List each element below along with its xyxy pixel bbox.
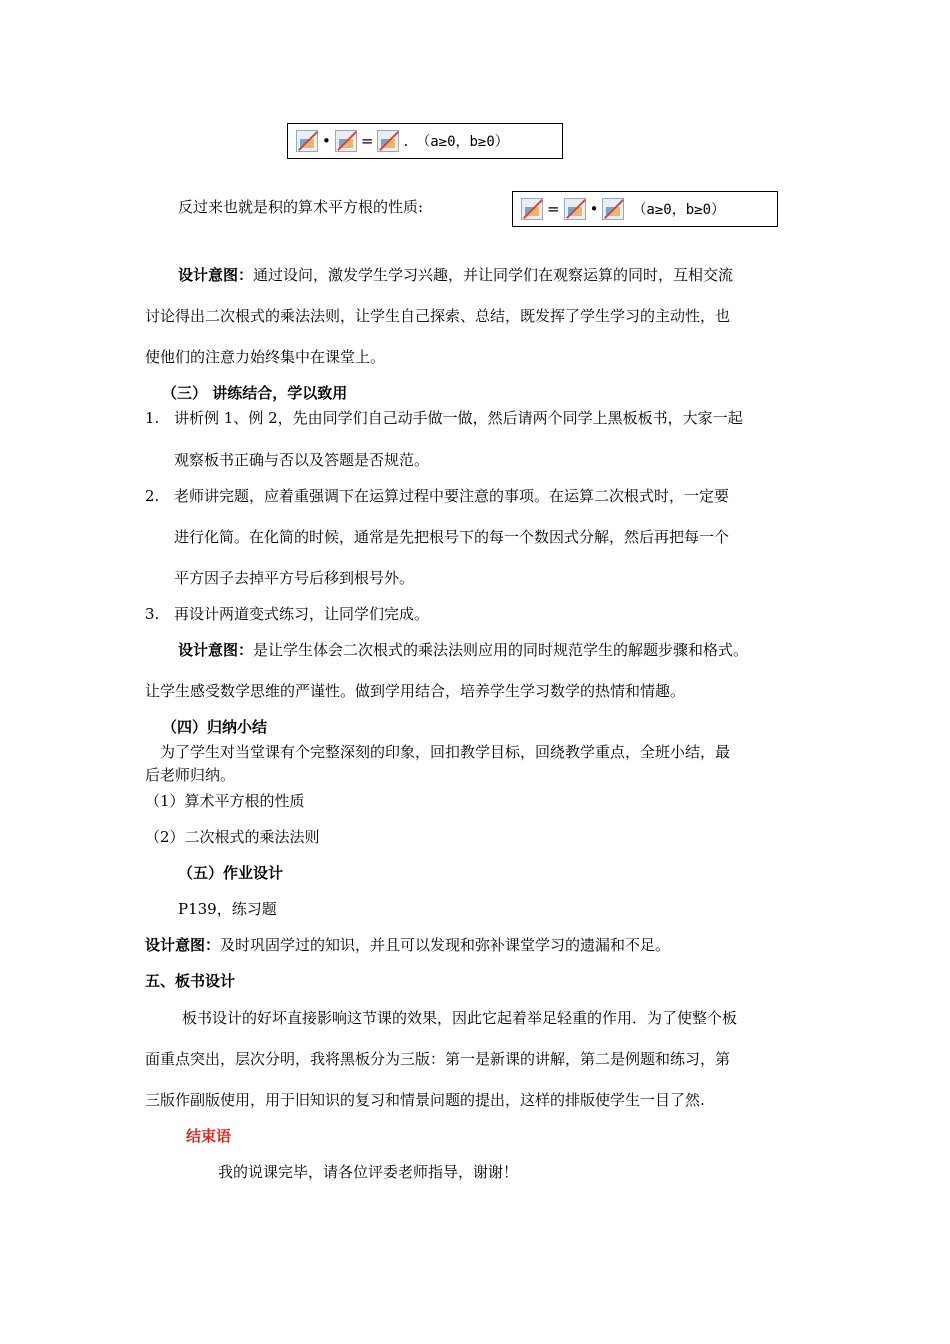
sqrt-b-image-icon (602, 198, 624, 220)
list-item-2-text-cont: 进行化简。在化简的时候，通常是先把根号下的每一个数因式分解，然后再把每一个 (174, 528, 730, 546)
design-intent-text: 通过设问，激发学生学习兴趣，并让同学们在观察运算的同时，互相交流 (253, 266, 734, 284)
paragraph-line: 为了学生对当堂课有个完整深刻的印象，回扣教学目标，回绕教学重点，全班小结，最 (160, 743, 731, 761)
section-4-heading: （四）归纳小结 (162, 718, 268, 736)
sqrt-ab-image-icon (521, 198, 543, 220)
equals-sign: = (360, 132, 374, 150)
sqrt-a-image-icon (296, 130, 318, 152)
list-item-3-text: 再设计两道变式练习，让同学们完成。 (174, 605, 430, 623)
design-intent-label: 设计意图： (178, 641, 254, 659)
list-item-3-number: 3. (145, 605, 160, 623)
design-intent-label: 设计意图： (145, 936, 221, 954)
paragraph-line: 后老师归纳。 (145, 766, 236, 784)
multiply-dot: • (589, 200, 599, 218)
paragraph-line: 让学生感受数学思维的严谨性。做到学用结合，培养学生学习数学的热情和情趣。 (145, 682, 686, 700)
closing-text: 我的说课完毕，请各位评委老师指导，谢谢！ (218, 1163, 519, 1181)
formula-product-sqrt-property (512, 191, 778, 227)
design-intent-text: 及时巩固学过的知识，并且可以发现和弥补课堂学习的遗漏和不足。 (220, 936, 671, 954)
sqrt-ab-image-icon (377, 130, 399, 152)
list-item-1-text: 讲析例 1、例 2，先由同学们自己动手做一做，然后请两个同学上黑板板书，大家一起 (174, 409, 743, 427)
sqrt-b-image-icon (335, 130, 357, 152)
reverse-property-label: 反过来也就是积的算术平方根的性质: (178, 198, 424, 216)
design-intent-label: 设计意图： (178, 266, 254, 284)
design-intent-3 (145, 935, 670, 955)
design-intent-text: 是让学生体会二次根式的乘法法则应用的同时规范学生的解题步骤和格式。 (253, 641, 749, 659)
list-item-2-text: 老师讲完题，应着重强调下在运算过程中要注意的事项。在运算二次根式时，一定要 (174, 487, 730, 505)
paragraph-line: 板书设计的好坏直接影响这节课的效果，因此它起着举足轻重的作用．为了使整个板 (182, 1009, 738, 1027)
section-3-heading: （三） 讲练结合，学以致用 (162, 384, 348, 402)
formula-multiplication-rule (287, 123, 563, 159)
paragraph-line: 使他们的注意力始终集中在课堂上。 (145, 348, 386, 366)
equals-sign: = (547, 200, 560, 218)
paragraph-line: 面重点突出，层次分明，我将黑板分为三版：第一是新课的讲解，第二是例题和练习，第 (145, 1050, 731, 1068)
list-item-1-number: 1. (145, 409, 160, 427)
summary-item-2: （2）二次根式的乘法法则 (145, 828, 320, 846)
list-item-2-text-cont: 平方因子去掉平方号后移到根号外。 (174, 569, 415, 587)
formula-condition: （a≥0，b≥0） (632, 202, 726, 218)
homework-text: P139，练习题 (178, 900, 277, 918)
design-intent-2 (178, 640, 748, 660)
list-item-1-text-cont: 观察板书正确与否以及答题是否规范。 (174, 451, 430, 469)
formula-condition: （a≥0，b≥0） (416, 134, 509, 150)
section-5-heading: （五）作业设计 (178, 864, 284, 882)
summary-item-1: （1）算术平方根的性质 (145, 792, 305, 810)
paragraph-line: 讨论得出二次根式的乘法法则，让学生自己探索、总结，既发挥了学生学习的主动性，也 (145, 307, 731, 325)
period: . (403, 132, 409, 150)
design-intent-1 (178, 265, 733, 285)
list-item-2-number: 2. (145, 487, 160, 505)
sqrt-a-image-icon (564, 198, 586, 220)
board-design-heading: 五、板书设计 (145, 972, 236, 990)
closing-heading: 结束语 (186, 1127, 232, 1145)
multiply-dot: • (322, 132, 331, 150)
paragraph-line: 三版作副版使用，用于旧知识的复习和情景问题的提出，这样的排版使学生一目了然. (145, 1091, 705, 1109)
